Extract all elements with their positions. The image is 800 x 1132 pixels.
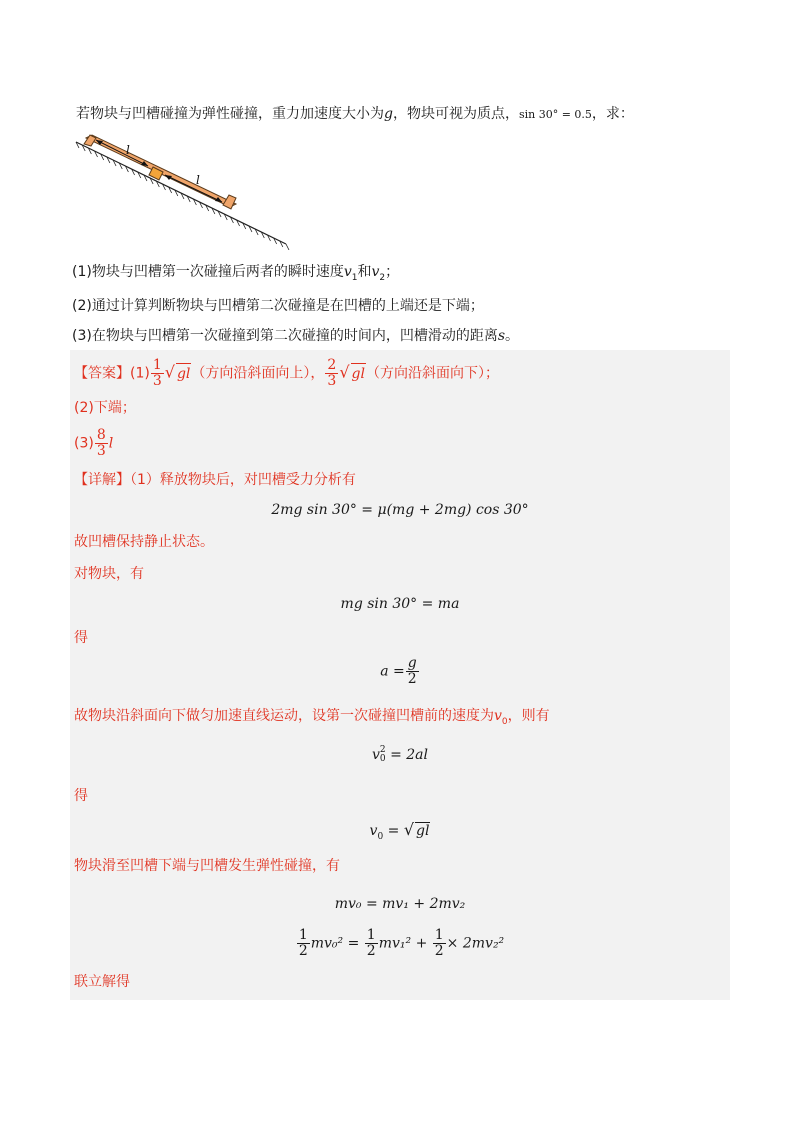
incline-groove-figure — [70, 132, 300, 250]
equation-1: 2mg sin 30° = μ(mg + 2mg) cos 30° — [271, 502, 529, 518]
explanation-text-5: 得 — [74, 788, 88, 804]
explanation-text-4: 故物块沿斜面向下做匀加速直线运动，设第一次碰撞凹槽前的速度为$v_0$，则有 — [74, 708, 550, 727]
label-l-right: l — [196, 173, 200, 187]
equation-5: $v_0$ = √ gl — [369, 820, 430, 842]
explanation-text-1: 故凹槽保持静止状态。 — [74, 534, 214, 550]
explanation-text-3: 得 — [74, 630, 88, 646]
question-2: (2)通过计算判断物块与凹槽第二次碰撞是在凹槽的上端还是下端； — [72, 298, 484, 314]
hatch-mark — [286, 244, 289, 250]
var-g: g — [384, 106, 393, 122]
equation-7: $\frac{1}{2}$ mv₀² = $\frac{1}{2}$ mv₁² + $\frac{1}{2}$ × 2mv₂² — [298, 927, 505, 959]
equation-6: mv₀ = mv₁ + 2mv₂ — [334, 896, 466, 912]
equation-2: mg sin 30° = ma — [340, 596, 460, 612]
answer-part-3: (3) $\frac{8}{3}$ l — [74, 427, 114, 459]
question-1: (1)物块与凹槽第一次碰撞后两者的瞬时速度$v_1$和$v_2$； — [72, 264, 400, 283]
answer-part-1: 【答案】(1) $\frac{1}{3}$ √ gl（方向沿斜面向上）， $\frac{2}{3}$ √ gl（方向沿斜面向下）； — [74, 357, 499, 389]
explanation-text-2: 对物块，有 — [74, 566, 144, 582]
answer-part-2: (2)下端； — [74, 400, 136, 416]
equation-4: v 2 0 = 2al — [371, 745, 429, 764]
explanation-text-7: 联立解得 — [74, 974, 130, 990]
equation-3: a = $\frac{g}{2}$ — [380, 655, 417, 687]
explanation-text-6: 物块滑至凹槽下端与凹槽发生弹性碰撞，有 — [74, 858, 340, 874]
answer-panel — [70, 350, 730, 1000]
problem-intro: 若物块与凹槽碰撞为弹性碰撞，重力加速度大小为g，物块可视为质点，sin 30° = 0.5，求： — [76, 106, 634, 122]
answer-label: 【答案】 — [74, 365, 130, 382]
sin-condition: sin 30° = 0.5 — [518, 108, 592, 121]
question-3: (3)在物块与凹槽第一次碰撞到第二次碰撞的时间内，凹槽滑动的距离s。 — [72, 328, 520, 344]
label-l-left: l — [126, 143, 130, 157]
explanation-label: 【详解】 — [74, 472, 130, 488]
incline-surface — [76, 142, 289, 250]
explanation-intro: 【详解】（1）释放物块后，对凹槽受力分析有 — [74, 472, 356, 488]
